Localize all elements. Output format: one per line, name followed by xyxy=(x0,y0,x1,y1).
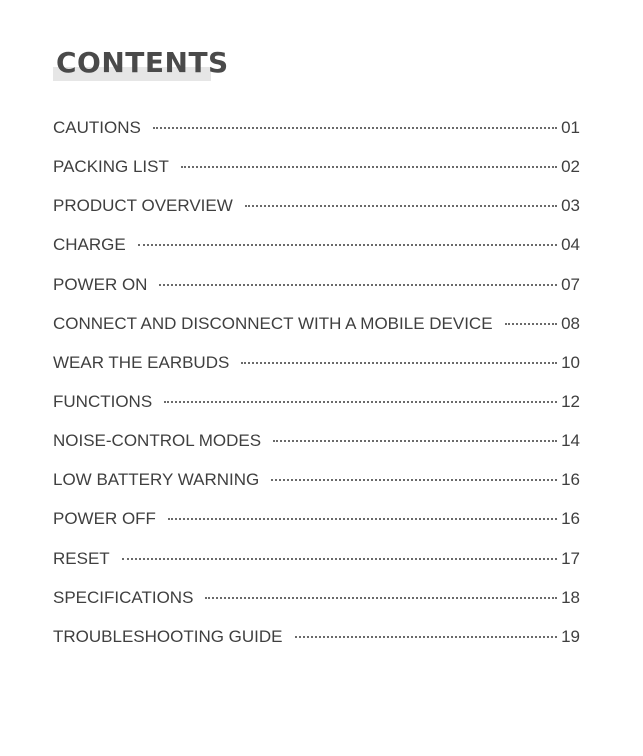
dot-leader xyxy=(505,323,558,325)
toc-entry-label: TROUBLESHOOTING GUIDE xyxy=(53,626,283,646)
toc-entry-page: 03 xyxy=(561,196,580,216)
toc-entry-label: NOISE-CONTROL MODES xyxy=(53,431,262,451)
dot-leader xyxy=(181,166,557,168)
toc-entry[interactable] xyxy=(53,431,580,470)
toc-entry[interactable] xyxy=(53,588,580,627)
dot-leader xyxy=(159,284,557,286)
dot-leader xyxy=(153,127,557,129)
toc-entry-label: WEAR THE EARBUDS xyxy=(53,352,230,372)
toc-entry-page: 01 xyxy=(561,118,580,137)
toc-entry-label: CAUTIONS xyxy=(53,118,141,137)
dot-leader xyxy=(168,518,557,520)
toc-entry-page: 08 xyxy=(561,313,580,333)
toc-entry-label: LOW BATTERY WARNING xyxy=(53,470,260,490)
contents-heading-block xyxy=(53,45,229,81)
dot-leader xyxy=(241,362,557,364)
dot-leader xyxy=(164,401,557,403)
toc-entry-label: RESET xyxy=(53,548,110,568)
toc-entry-page: 10 xyxy=(561,352,580,372)
toc-entry-page: 17 xyxy=(561,548,580,568)
toc-entry[interactable] xyxy=(53,549,580,588)
toc-entry-label: FUNCTIONS xyxy=(53,391,153,411)
toc-entry-label: CHARGE xyxy=(53,235,126,255)
toc-entry[interactable] xyxy=(53,196,580,235)
toc-entry-page: 16 xyxy=(561,470,580,490)
toc-entry-label: POWER OFF xyxy=(53,509,156,529)
page-title: CONTENTS xyxy=(56,46,229,79)
toc-entry-label: PRODUCT OVERVIEW xyxy=(53,196,233,216)
toc-entry-page: 16 xyxy=(561,509,580,529)
toc-entry[interactable] xyxy=(53,157,580,196)
dot-leader xyxy=(205,597,557,599)
toc-entry-page: 12 xyxy=(561,391,580,411)
toc-entry[interactable] xyxy=(53,509,580,548)
toc-entry-page: 07 xyxy=(561,274,580,294)
toc-entry-page: 04 xyxy=(561,235,580,255)
dot-leader xyxy=(271,479,557,481)
toc-entry[interactable] xyxy=(53,353,580,392)
toc-entry-page: 18 xyxy=(561,587,580,607)
toc-entry-label: CONNECT AND DISCONNECT WITH A MOBILE DEVICE xyxy=(53,313,493,333)
toc-entry-page: 14 xyxy=(561,431,580,451)
toc-entry[interactable] xyxy=(53,392,580,431)
dot-leader xyxy=(245,205,557,207)
toc-entry[interactable] xyxy=(53,314,580,353)
dot-leader xyxy=(295,636,558,638)
toc-entry[interactable] xyxy=(53,118,580,157)
toc-entry[interactable] xyxy=(53,275,580,314)
table-of-contents xyxy=(53,118,580,666)
dot-leader xyxy=(122,558,557,560)
dot-leader xyxy=(273,440,557,442)
toc-entry-page: 19 xyxy=(561,626,580,646)
dot-leader xyxy=(138,244,557,246)
toc-entry-label: PACKING LIST xyxy=(53,157,169,177)
toc-entry-label: POWER ON xyxy=(53,274,148,294)
toc-entry[interactable] xyxy=(53,470,580,509)
toc-entry-label: SPECIFICATIONS xyxy=(53,587,194,607)
toc-entry[interactable] xyxy=(53,627,580,666)
toc-entry[interactable] xyxy=(53,235,580,274)
toc-entry-page: 02 xyxy=(561,157,580,177)
